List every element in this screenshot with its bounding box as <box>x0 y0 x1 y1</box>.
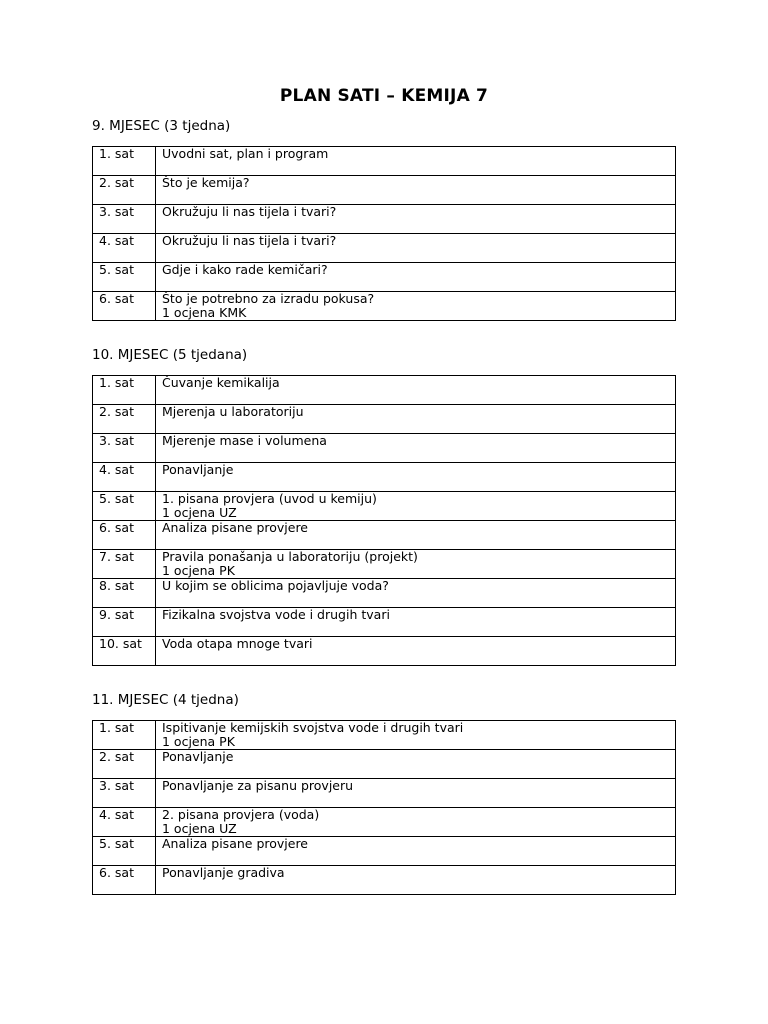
lesson-topic-cell <box>156 750 676 779</box>
lesson-topic: U kojim se oblicima pojavljuje voda? <box>162 578 389 593</box>
lesson-number: 7. sat <box>93 550 156 579</box>
lesson-topic: 2. pisana provjera (voda) <box>162 807 320 822</box>
table-row <box>93 492 676 521</box>
lesson-number: 4. sat <box>93 234 156 263</box>
lesson-topic: Ponavljanje <box>162 749 234 764</box>
lesson-note: 1 ocjena UZ <box>162 505 237 520</box>
lesson-topic: Ponavljanje za pisanu provjeru <box>162 778 354 793</box>
lesson-number: 5. sat <box>93 837 156 866</box>
lesson-topic: Pravila ponašanja u laboratoriju (projekt) <box>162 549 418 564</box>
table-row <box>93 637 676 666</box>
table-row <box>93 608 676 637</box>
lesson-table-september <box>92 146 676 321</box>
lesson-number: 1. sat <box>93 721 156 750</box>
table-row <box>93 721 676 750</box>
lesson-topic-cell <box>156 579 676 608</box>
lesson-topic: Okružuju li nas tijela i tvari? <box>162 233 337 248</box>
lesson-topic-cell <box>156 721 676 750</box>
lesson-topic: Gdje i kako rade kemičari? <box>162 262 328 277</box>
table-row <box>93 463 676 492</box>
lesson-number: 10. sat <box>93 637 156 666</box>
lesson-topic: Ponavljanje <box>162 462 234 477</box>
lesson-number: 9. sat <box>93 608 156 637</box>
table-row <box>93 550 676 579</box>
table-row <box>93 521 676 550</box>
lesson-number: 5. sat <box>93 263 156 292</box>
lesson-topic: Mjerenje mase i volumena <box>162 433 327 448</box>
table-row <box>93 263 676 292</box>
lesson-number: 3. sat <box>93 434 156 463</box>
lesson-number: 4. sat <box>93 463 156 492</box>
lesson-number: 3. sat <box>93 205 156 234</box>
lesson-number: 5. sat <box>93 492 156 521</box>
lesson-number: 4. sat <box>93 808 156 837</box>
lesson-topic-cell <box>156 234 676 263</box>
table-row <box>93 808 676 837</box>
lesson-topic: Voda otapa mnoge tvari <box>162 636 313 651</box>
lesson-topic-cell <box>156 434 676 463</box>
lesson-topic: Analiza pisane provjere <box>162 520 309 535</box>
lesson-topic: Što je potrebno za izradu pokusa? <box>162 291 375 306</box>
lesson-table-october <box>92 375 676 666</box>
lesson-topic-cell <box>156 521 676 550</box>
table-row <box>93 434 676 463</box>
lesson-number: 3. sat <box>93 779 156 808</box>
table-row <box>93 376 676 405</box>
section-heading-october: 10. MJESEC (5 tjedana) <box>92 347 248 363</box>
section-heading-november: 11. MJESEC (4 tjedna) <box>92 692 239 708</box>
lesson-number: 1. sat <box>93 147 156 176</box>
lesson-topic-cell <box>156 376 676 405</box>
page-title: PLAN SATI – KEMIJA 7 <box>279 86 489 106</box>
table-row <box>93 292 676 321</box>
lesson-table-november <box>92 720 676 895</box>
table-row <box>93 147 676 176</box>
lesson-number: 2. sat <box>93 750 156 779</box>
lesson-topic-cell <box>156 292 676 321</box>
lesson-topic-cell <box>156 808 676 837</box>
lesson-topic-cell <box>156 779 676 808</box>
lesson-topic-cell <box>156 263 676 292</box>
lesson-number: 2. sat <box>93 405 156 434</box>
table-row <box>93 837 676 866</box>
lesson-number: 6. sat <box>93 521 156 550</box>
lesson-topic-cell <box>156 205 676 234</box>
lesson-topic: Okružuju li nas tijela i tvari? <box>162 204 337 219</box>
lesson-topic: Što je kemija? <box>162 175 250 190</box>
lesson-number: 8. sat <box>93 579 156 608</box>
table-row <box>93 579 676 608</box>
lesson-note: 1 ocjena KMK <box>162 305 247 320</box>
table-row <box>93 750 676 779</box>
lesson-number: 2. sat <box>93 176 156 205</box>
lesson-number: 6. sat <box>93 866 156 895</box>
lesson-topic-cell <box>156 463 676 492</box>
lesson-topic-cell <box>156 405 676 434</box>
lesson-topic-cell <box>156 550 676 579</box>
lesson-number: 1. sat <box>93 376 156 405</box>
lesson-topic-cell <box>156 608 676 637</box>
lesson-topic: Analiza pisane provjere <box>162 836 309 851</box>
table-row <box>93 205 676 234</box>
table-row <box>93 779 676 808</box>
section-heading-september: 9. MJESEC (3 tjedna) <box>92 118 231 134</box>
lesson-topic: Fizikalna svojstva vode i drugih tvari <box>162 607 390 622</box>
lesson-topic: 1. pisana provjera (uvod u kemiju) <box>162 491 377 506</box>
lesson-topic: Ponavljanje gradiva <box>162 865 285 880</box>
table-row <box>93 176 676 205</box>
lesson-topic-cell <box>156 147 676 176</box>
lesson-topic: Čuvanje kemikalija <box>162 375 280 390</box>
lesson-topic-cell <box>156 637 676 666</box>
lesson-topic-cell <box>156 837 676 866</box>
lesson-topic: Mjerenja u laboratoriju <box>162 404 304 419</box>
lesson-note: 1 ocjena PK <box>162 563 235 578</box>
table-row <box>93 234 676 263</box>
lesson-note: 1 ocjena UZ <box>162 821 237 836</box>
table-row <box>93 866 676 895</box>
lesson-topic-cell <box>156 866 676 895</box>
lesson-topic: Uvodni sat, plan i program <box>162 146 329 161</box>
lesson-topic-cell <box>156 176 676 205</box>
lesson-number: 6. sat <box>93 292 156 321</box>
table-row <box>93 405 676 434</box>
lesson-note: 1 ocjena PK <box>162 734 235 749</box>
lesson-topic: Ispitivanje kemijskih svojstva vode i drugih tvari <box>162 720 464 735</box>
lesson-topic-cell <box>156 492 676 521</box>
